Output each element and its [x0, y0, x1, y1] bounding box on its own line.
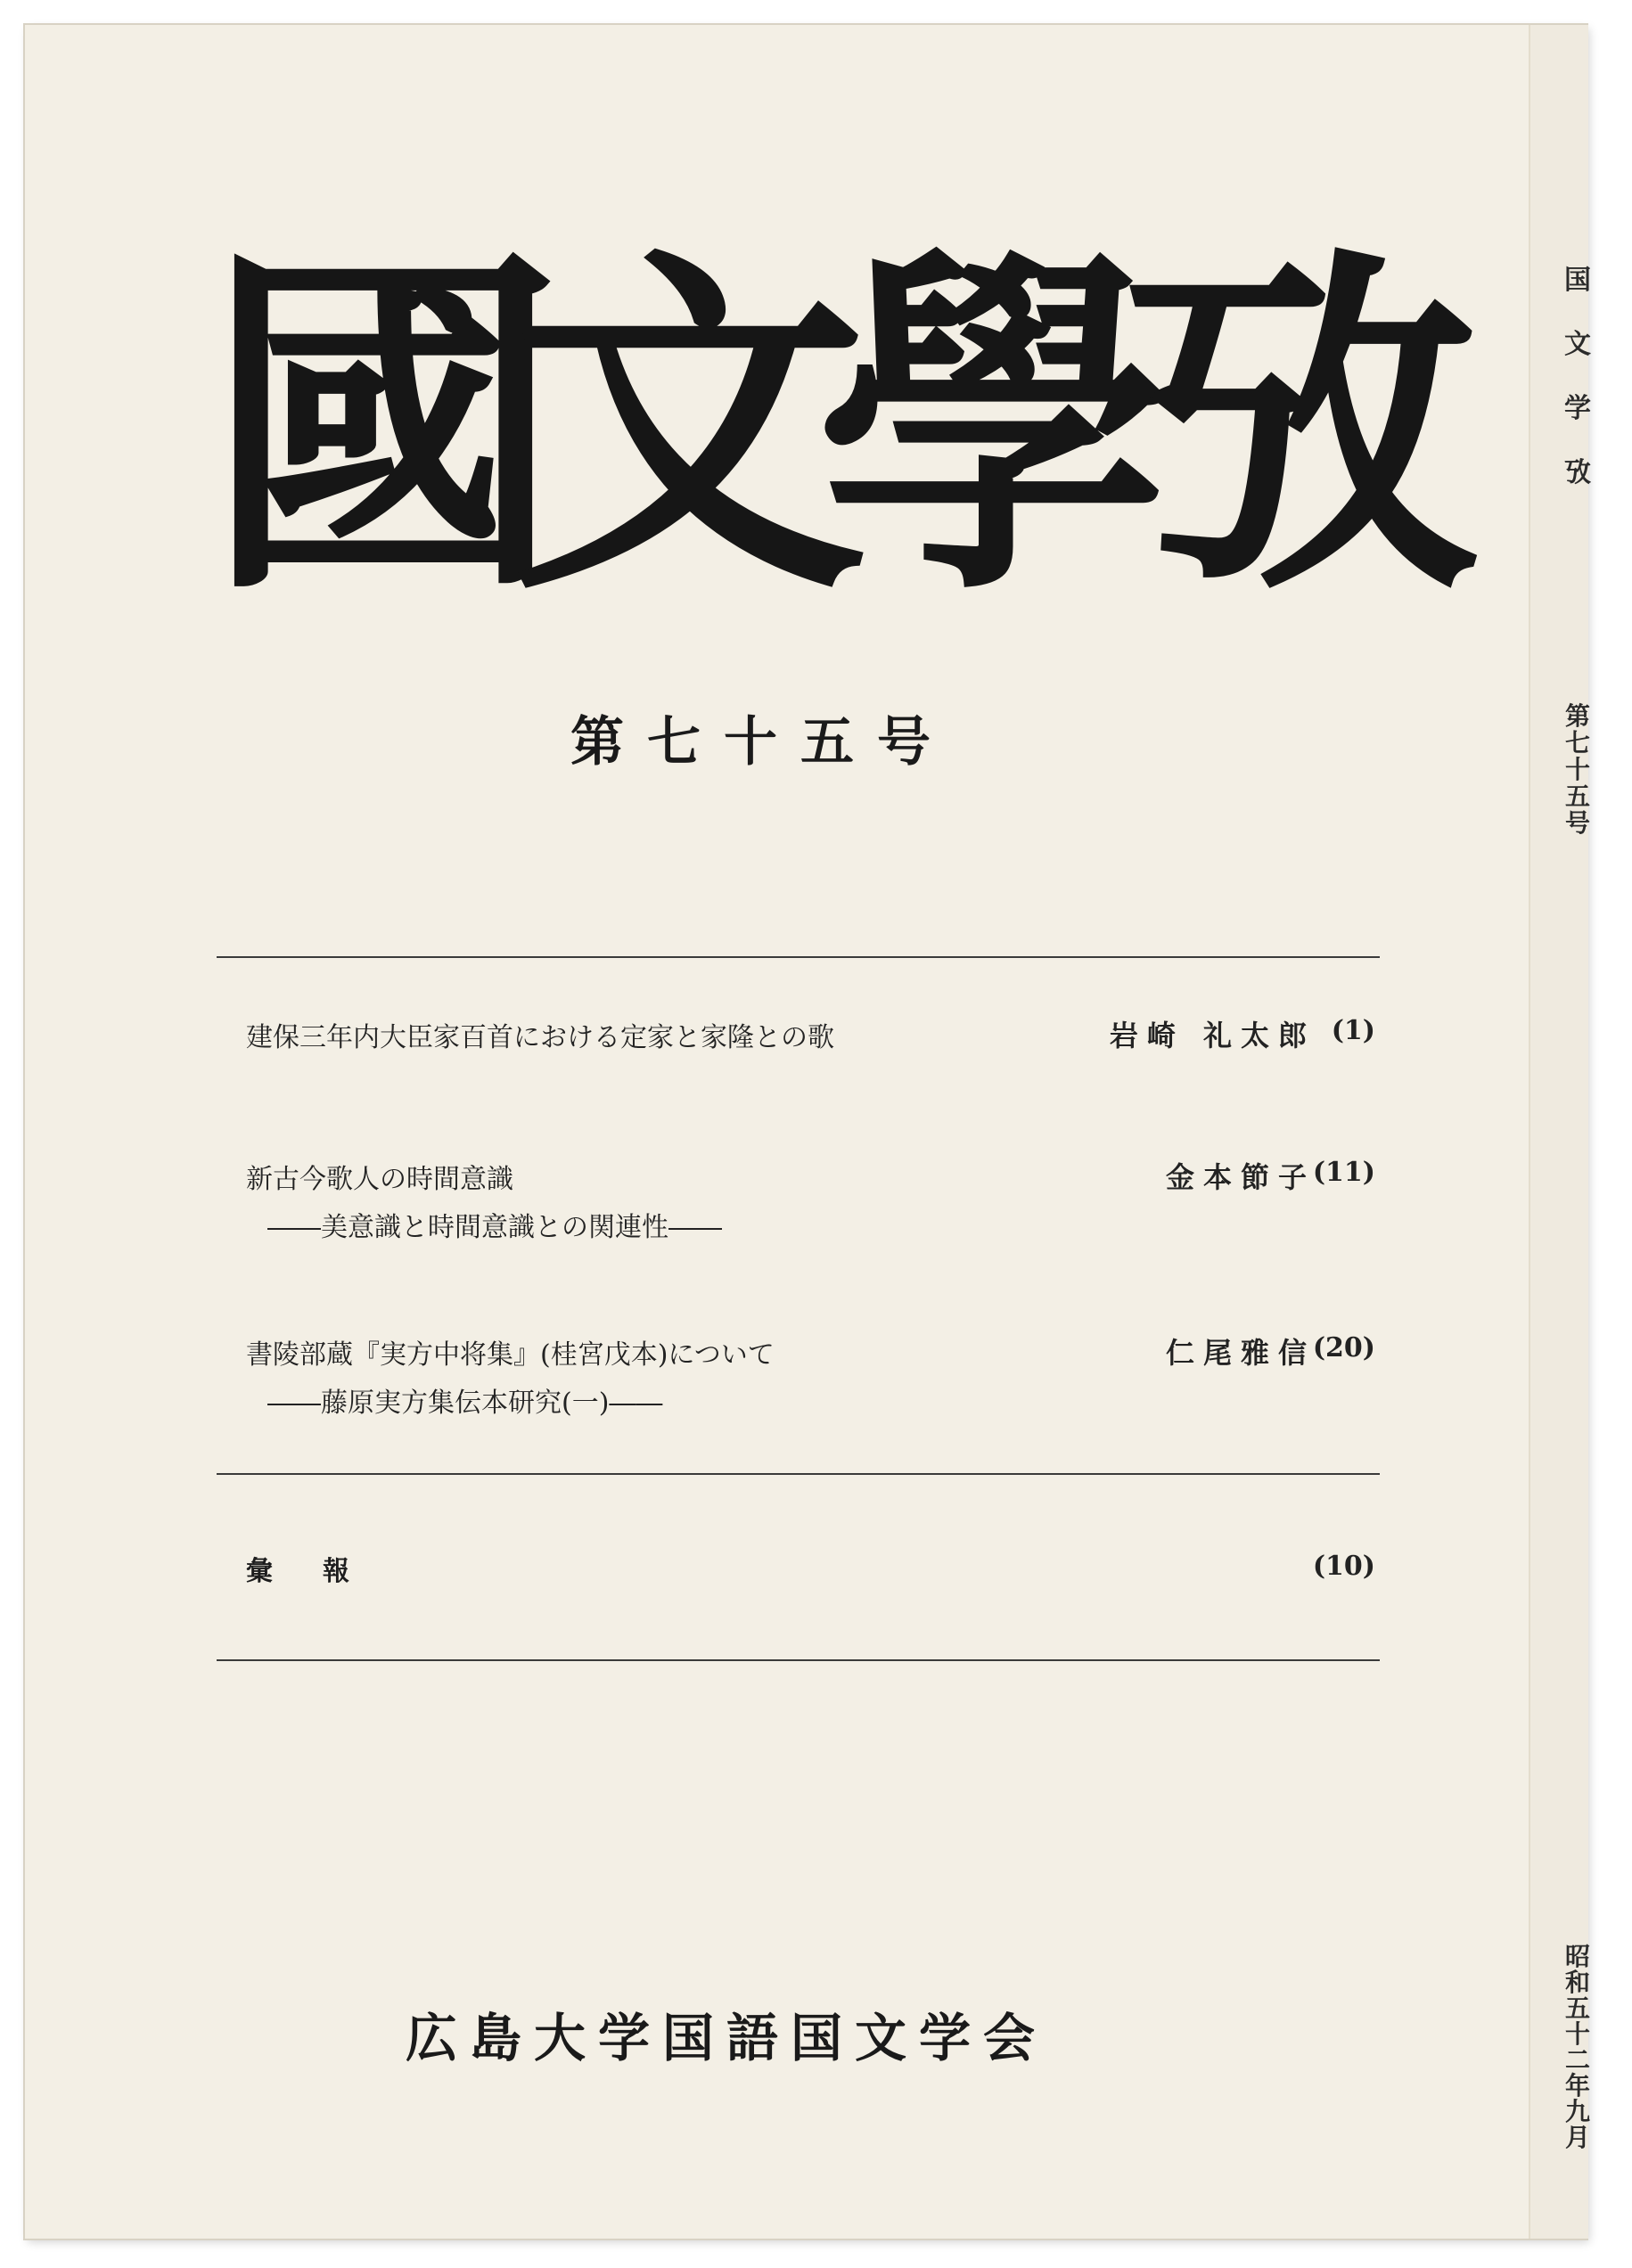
spine-char: 和: [1564, 1968, 1590, 1997]
title-char: 攷: [1122, 218, 1480, 637]
title-char: 文: [511, 218, 868, 637]
spine-char: 五: [1564, 782, 1590, 811]
toc-entry-page: (1): [1331, 1015, 1375, 1046]
toc-entry-subtitle: ――藤原実方集伝本研究(一)――: [267, 1388, 663, 1419]
title-char: 學: [816, 218, 1174, 637]
toc-entry-author: 金本節子: [1165, 1160, 1316, 1194]
spine-char: 十: [1564, 755, 1590, 784]
toc-entry-author: 仁尾雅信: [1165, 1336, 1316, 1370]
issue-number: 第七十五号: [570, 711, 954, 774]
toc-entry-title: 建保三年内大臣家百首における定家と家隆との歌: [246, 1022, 834, 1053]
toc-entry-subtitle: ――美意識と時間意識との関連性――: [267, 1212, 722, 1243]
spine-char: 二: [1564, 2045, 1590, 2075]
spine-title: [1560, 267, 1595, 524]
spine-date: [1560, 1942, 1595, 2152]
title-char: 國: [205, 218, 562, 637]
divider-middle: [217, 1473, 1380, 1475]
spine-char: 第: [1564, 701, 1590, 731]
publisher: 広島大学国語国文学会: [406, 2008, 1048, 2068]
spine-char: 十: [1564, 2019, 1590, 2049]
toc-entry-page: (11): [1312, 1157, 1375, 1188]
spine-char: 九: [1564, 2097, 1590, 2126]
spine-char: 文: [1564, 329, 1591, 360]
spine-char: 学: [1564, 393, 1591, 424]
spine-char: 月: [1564, 2123, 1590, 2152]
divider-top: [217, 956, 1380, 958]
spine-char: 年: [1564, 2071, 1590, 2100]
spine-issue: [1560, 701, 1595, 838]
divider-bottom: [217, 1659, 1380, 1661]
spine-char: 昭: [1564, 1942, 1590, 1971]
toc-entry-title: 新古今歌人の時間意識: [246, 1164, 513, 1195]
spine-char: 攷: [1564, 457, 1591, 488]
spine-char: 国: [1564, 265, 1591, 296]
spine-char: 号: [1564, 808, 1590, 838]
journal-title: [205, 218, 1480, 637]
toc-entry-title: 書陵部蔵『実方中将集』(桂宮戊本)について: [246, 1339, 775, 1371]
spine-char: 五: [1564, 1994, 1590, 2023]
spine-char: 七: [1564, 728, 1590, 757]
news-label: 彙報: [246, 1556, 399, 1587]
news-page: (10): [1312, 1551, 1375, 1582]
toc-entry-author: 岩崎 礼太郎: [1109, 1019, 1316, 1052]
toc-entry-page: (20): [1312, 1332, 1375, 1363]
